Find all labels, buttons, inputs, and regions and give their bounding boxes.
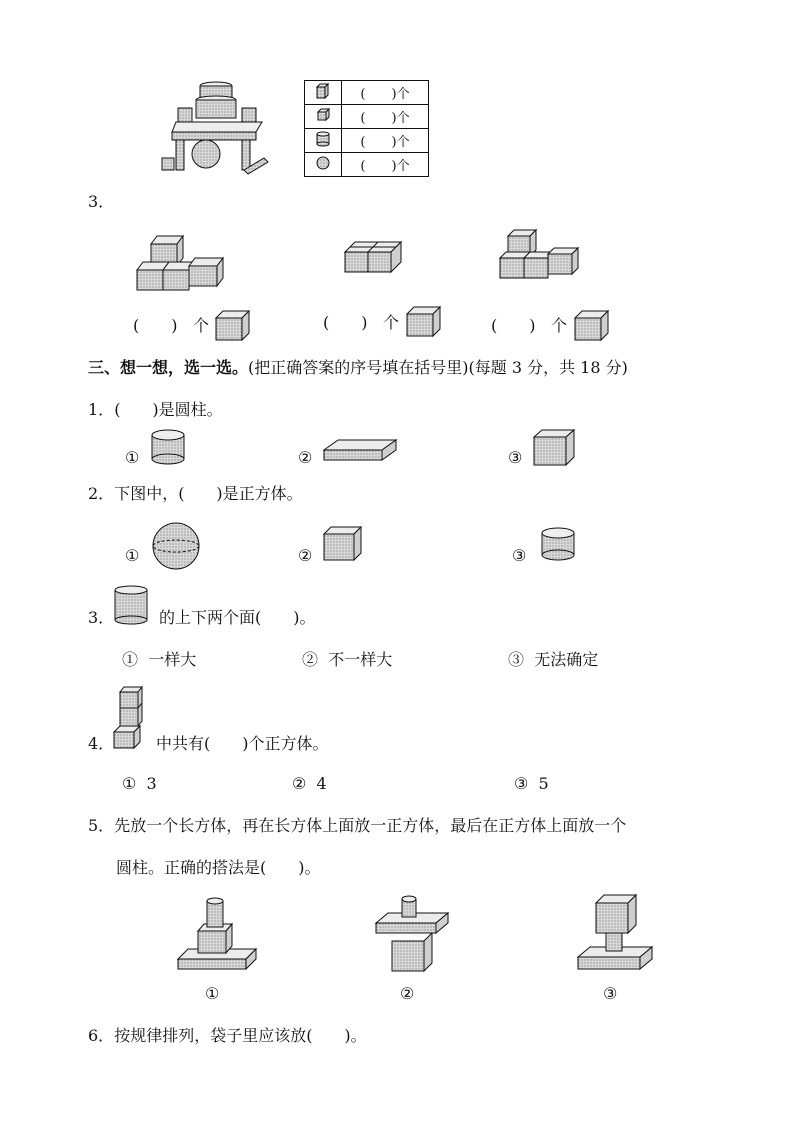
block-toy-figure [158,78,268,176]
question-number: 4． [88,734,115,753]
cube-icon [324,526,364,562]
option-mark[interactable]: ① [205,984,220,1003]
question-text: 先放一个长方体，再在长方体上面放一正方体，最后在正方体上面放一个 [114,816,627,835]
cube-icon [534,429,576,467]
option-mark[interactable]: ③ [603,984,618,1003]
table-row [305,105,429,129]
unit-cube-icon [407,306,443,338]
option-mark[interactable]: ① [125,546,140,565]
unit-cube-icon [216,310,252,342]
option-mark[interactable]: ② [298,546,313,565]
option-label: 一样大 [148,650,197,669]
option-mark[interactable]: ① [125,448,140,467]
table-row [305,129,429,153]
answer-paren[interactable]: ( ) [323,313,368,332]
table-row [305,81,429,105]
option-mark[interactable]: ③ [508,650,525,669]
option-mark[interactable]: ① [122,774,137,793]
shape-count-table [304,80,429,177]
option-mark[interactable]: ③ [508,448,523,467]
question-text: ( )是圆柱。 [114,400,223,419]
sphere-icon [305,153,342,177]
option-label: 4 [316,774,327,793]
cylinder-icon [150,429,186,465]
question-number: 2． [88,484,115,503]
question-text: 中共有( )个正方体。 [156,734,329,753]
option-label: 无法确定 [534,650,599,669]
section-heading: 三、想一想，选一选。 [88,358,249,377]
question-number: 3． [88,608,115,627]
stack-option-2-figure [376,893,456,975]
option-mark[interactable]: ② [298,448,313,467]
section-instruction: (把正确答案的序号填在括号里)(每题 3 分，共 18 分) [248,358,628,377]
cube-stack-figure-a [137,232,229,290]
option-mark[interactable]: ① [122,650,139,669]
question-number: 5． [88,816,115,835]
stack-option-3-figure [578,893,658,975]
cube-tower-figure [114,686,146,750]
option-mark[interactable]: ② [302,650,319,669]
answer-unit: 个 [551,316,568,335]
cube-icon [305,105,342,129]
question-text-continued: 圆柱。正确的搭法是( )。 [116,858,321,877]
count-blank[interactable]: ( )个 [342,129,429,153]
unit-cube-icon [575,310,611,342]
cube-stack-figure-c [500,228,582,278]
option-label: 5 [538,774,549,793]
option-label: 不一样大 [328,650,393,669]
answer-unit: 个 [193,316,210,335]
option-mark[interactable]: ② [400,984,415,1003]
question-number: 3． [88,192,115,211]
question-number: 6． [88,1026,115,1045]
question-number: 1． [88,400,115,419]
answer-unit: 个 [383,313,400,332]
count-blank[interactable]: ( )个 [342,153,429,177]
cylinder-icon [113,584,151,626]
rectangular-prism-icon [324,438,398,464]
table-row [305,153,429,177]
rectangular-prism-icon [305,81,342,105]
option-label: 3 [146,774,157,793]
option-mark[interactable]: ③ [514,774,529,793]
sphere-icon [151,522,201,570]
question-text: 下图中，( )是正方体。 [114,484,303,503]
answer-paren[interactable]: ( ) [133,316,178,335]
option-mark[interactable]: ③ [512,546,527,565]
question-text: 的上下两个面( )。 [159,608,316,627]
count-blank[interactable]: ( )个 [342,105,429,129]
option-mark[interactable]: ② [292,774,307,793]
cylinder-icon [305,129,342,153]
question-text: 按规律排列，袋子里应该放( )。 [114,1026,367,1045]
cube-stack-figure-b [345,240,407,274]
stack-option-1-figure [178,893,258,975]
cylinder-icon [540,527,576,563]
count-blank[interactable]: ( )个 [342,81,429,105]
answer-paren[interactable]: ( ) [491,316,536,335]
